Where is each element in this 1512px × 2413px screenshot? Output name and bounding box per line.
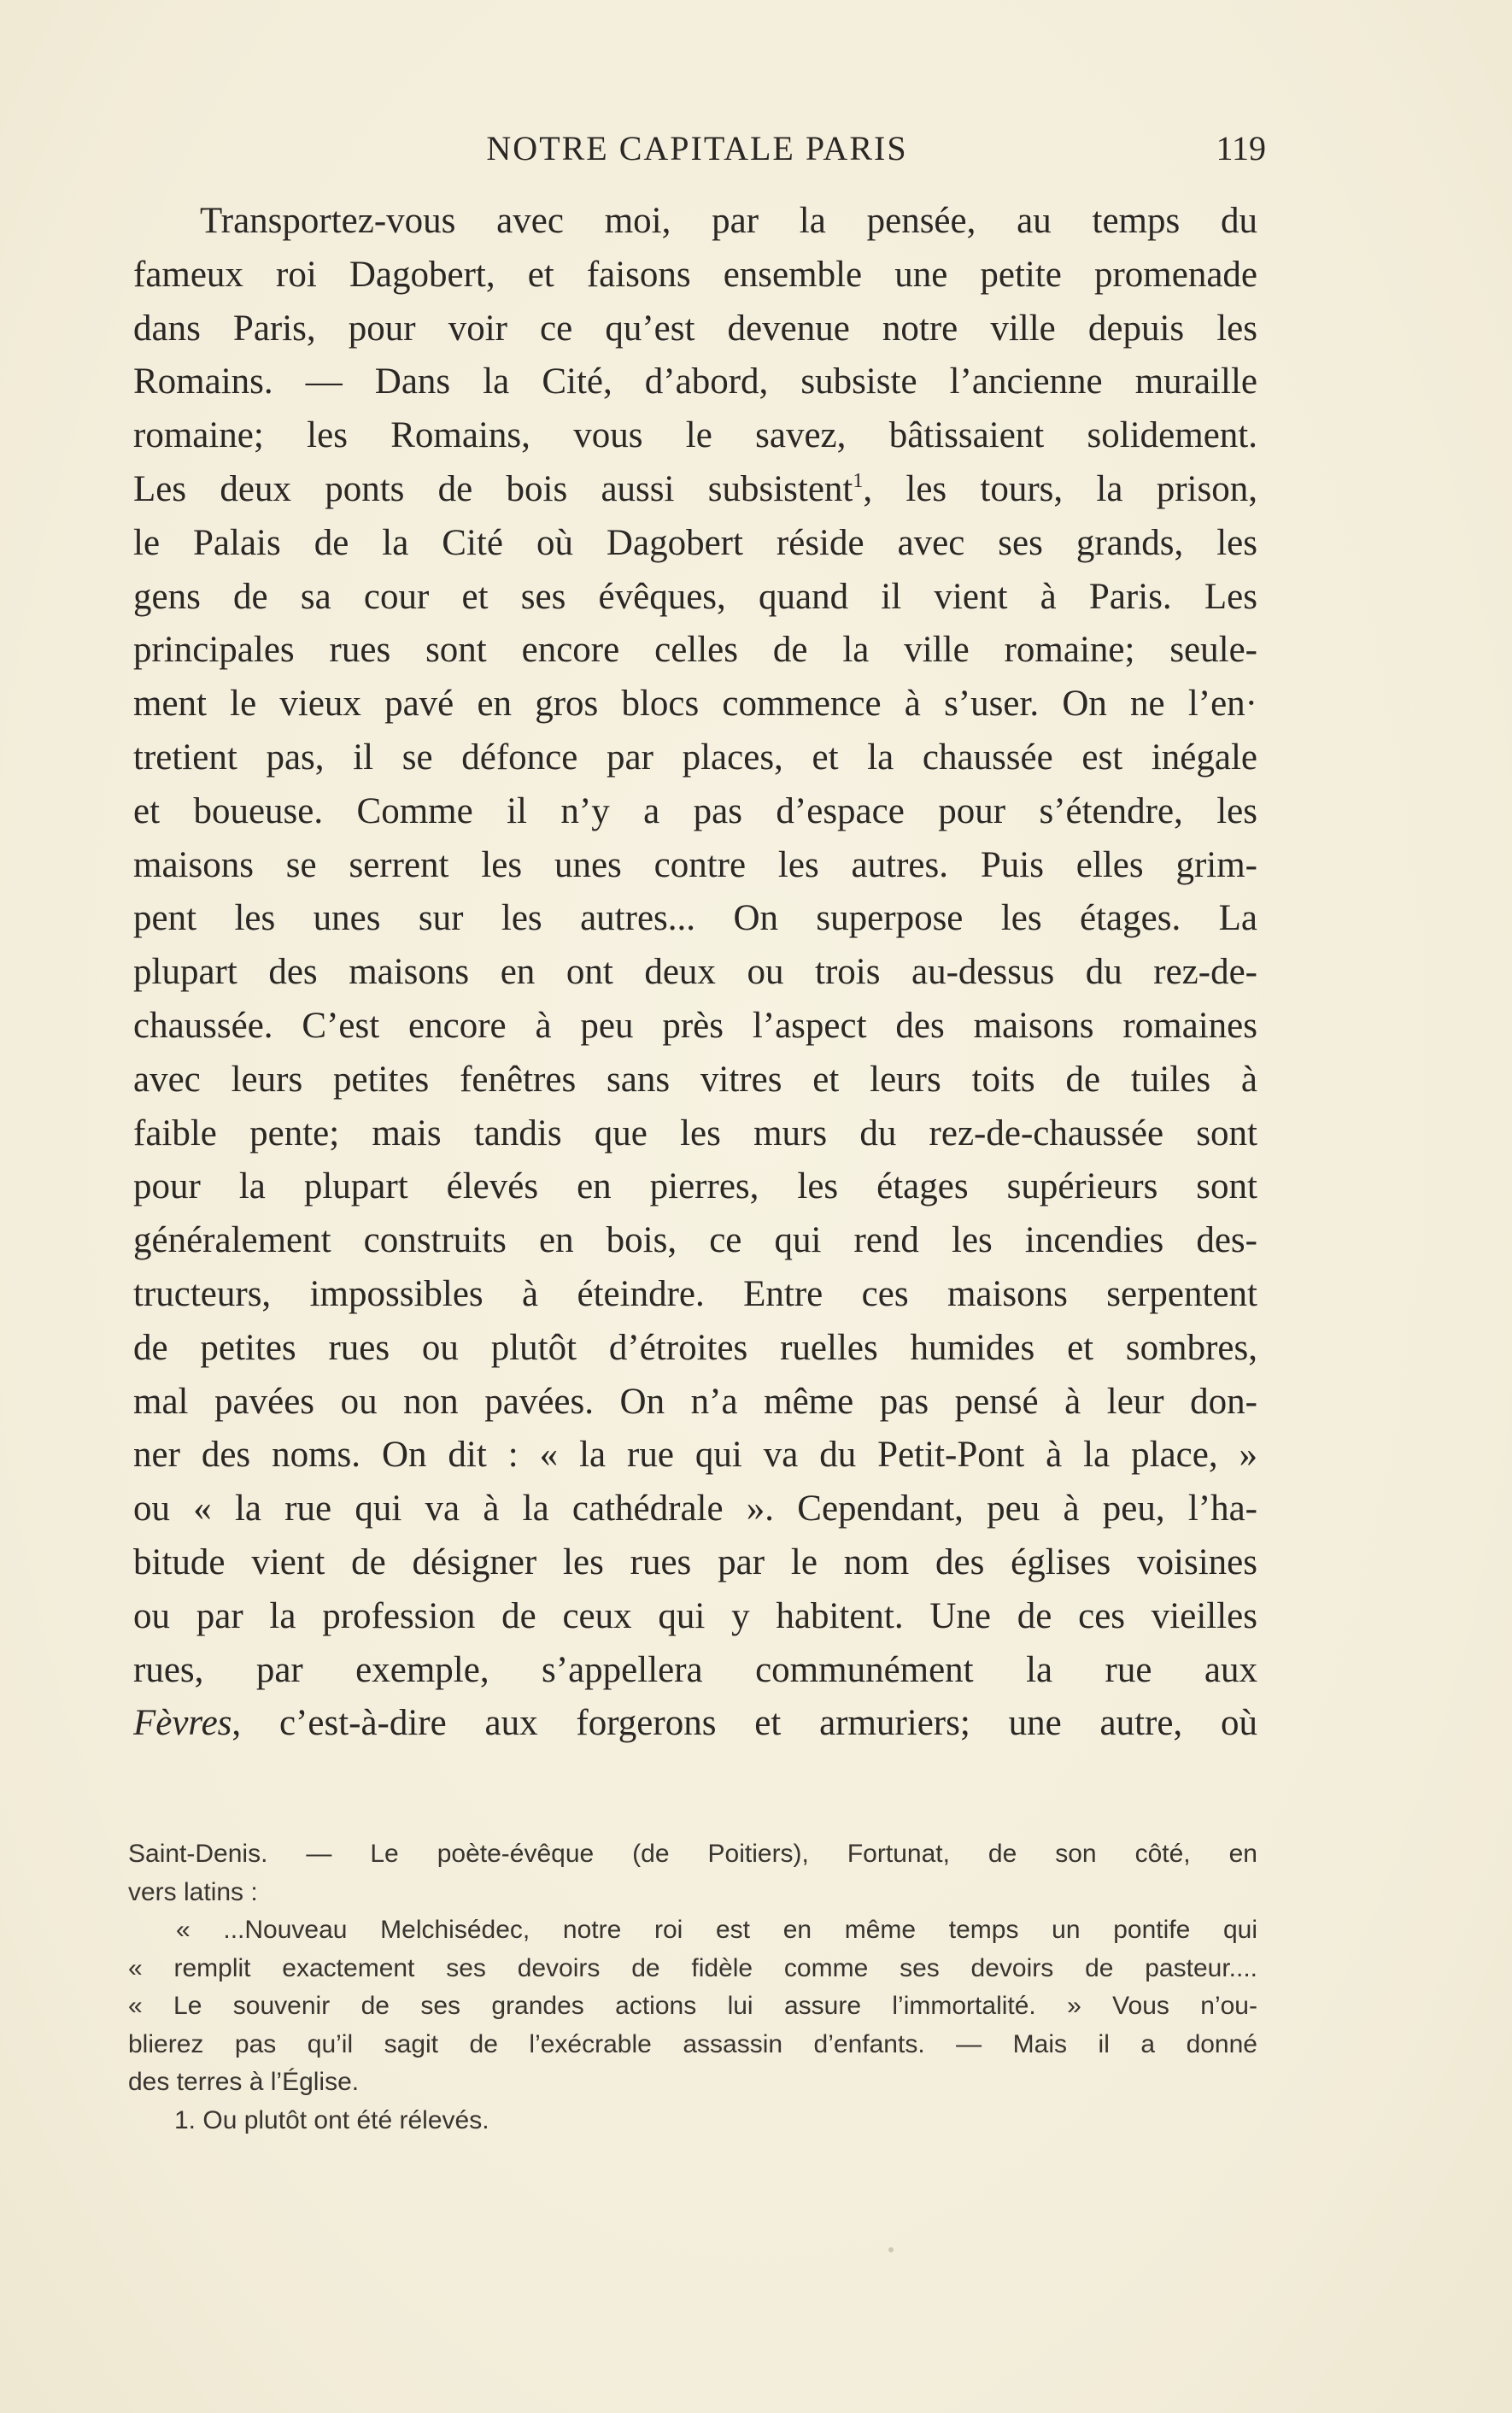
text-line: pent les unes sur les autres... On superpose les étages. La — [133, 898, 1257, 939]
text-line: pour la plupart élevés en pierres, les étages supérieurs sont — [133, 1166, 1257, 1207]
text-line: bitude vient de désigner les rues par le nom des églises voisines — [133, 1541, 1257, 1582]
footnote-line: « remplit exactement ses devoirs de fidèle comme ses devoirs de pasteur.... — [128, 1953, 1257, 1982]
page-number: 119 — [1216, 129, 1266, 167]
text-line: ner des noms. On dit : « la rue qui va du Petit-Pont à la place, » — [133, 1435, 1257, 1476]
text-line: principales rues sont encore celles de la ville romaine; seule- — [133, 630, 1257, 671]
text-line — [133, 463, 1257, 517]
text-line: gens de sa cour et ses évêques, quand il vient à Paris. Les — [133, 576, 1257, 617]
text-line: Transportez-vous avec moi, par la pensée, au temps du — [200, 201, 1257, 241]
text-line: ment le vieux pavé en gros blocs commence à s’user. On ne l’en· — [133, 684, 1257, 725]
italic-word: Fèvres — [133, 1703, 232, 1744]
footnote-line: Saint-Denis. — Le poète-évêque (de Poitiers), Fortunat, de son côté, en — [128, 1840, 1257, 1868]
text-segment: Les deux ponts de bois aussi subsistent — [133, 468, 853, 509]
footnote-line: « ...Nouveau Melchisédec, notre roi est en même temps un pontife qui — [176, 1916, 1257, 1944]
text-line: le Palais de la Cité où Dagobert réside avec ses grands, les — [133, 522, 1257, 563]
body-text — [133, 195, 1257, 1751]
text-line: généralement construits en bois, ce qui rend les incendies des- — [133, 1220, 1257, 1261]
footnote-marker: 1 — [853, 469, 864, 492]
text-line: plupart des maisons en ont deux ou trois au-dessus du rez-de- — [133, 952, 1257, 993]
text-line: faible pente; mais tandis que les murs du rez-de-chaussée sont — [133, 1113, 1257, 1154]
footnotes — [128, 1835, 1257, 2140]
footnote-line: blierez pas qu’il sagit de l’exécrable assassin d’enfants. — Mais il a donné — [128, 2029, 1257, 2058]
text-line: de petites rues ou plutôt d’étroites ruelles humides et sombres, — [133, 1327, 1257, 1368]
paper-speck — [888, 2247, 894, 2252]
text-segment: , c’est-à-dire aux forgerons et armuriers; une autre, où — [231, 1703, 1257, 1744]
text-line: chaussée. C’est encore à peu près l’aspect des maisons romaines — [133, 1005, 1257, 1046]
text-line: romaine; les Romains, vous le savez, bâtissaient solidement. — [133, 415, 1257, 456]
footnote-line: « Le souvenir de ses grandes actions lui assure l’immortalité. » Vous n’ou- — [128, 1992, 1257, 2020]
text-line: mal pavées ou non pavées. On n’a même pas pensé à leur don- — [133, 1381, 1257, 1422]
footnote-1: 1. Ou plutôt ont été rélevés. — [174, 2105, 489, 2134]
text-line: fameux roi Dagobert, et faisons ensemble une petite promenade — [133, 254, 1257, 295]
text-line: ou par la profession de ceux qui y habitent. Une de ces vieilles — [133, 1595, 1257, 1636]
text-line: avec leurs petites fenêtres sans vitres et leurs toits de tuiles à — [133, 1059, 1257, 1100]
text-line: tructeurs, impossibles à éteindre. Entre ces maisons serpentent — [133, 1273, 1257, 1314]
footnote-line: des terres à l’Église. — [128, 2068, 360, 2096]
text-line: Romains. — Dans la Cité, d’abord, subsiste l’ancienne muraille — [133, 361, 1257, 402]
page-header — [128, 126, 1266, 171]
footnote-line: vers latins : — [128, 1877, 258, 1906]
running-title: NOTRE CAPITALE PARIS — [486, 129, 908, 167]
text-line: dans Paris, pour voir ce qu’est devenue notre ville depuis les — [133, 308, 1257, 349]
text-line: tretient pas, il se défonce par places, et la chaussée est inégale — [133, 737, 1257, 778]
text-line: et boueuse. Comme il n’y a pas d’espace pour s’étendre, les — [133, 790, 1257, 831]
text-segment: , les tours, la prison, — [863, 468, 1257, 509]
text-line: rues, par exemple, s’appellera communément la rue aux — [133, 1649, 1257, 1690]
text-line: maisons se serrent les unes contre les autres. Puis elles grim- — [133, 844, 1257, 885]
text-line: ou « la rue qui va à la cathédrale ». Cependant, peu à peu, l’ha- — [133, 1488, 1257, 1529]
text-line — [133, 1697, 1257, 1751]
